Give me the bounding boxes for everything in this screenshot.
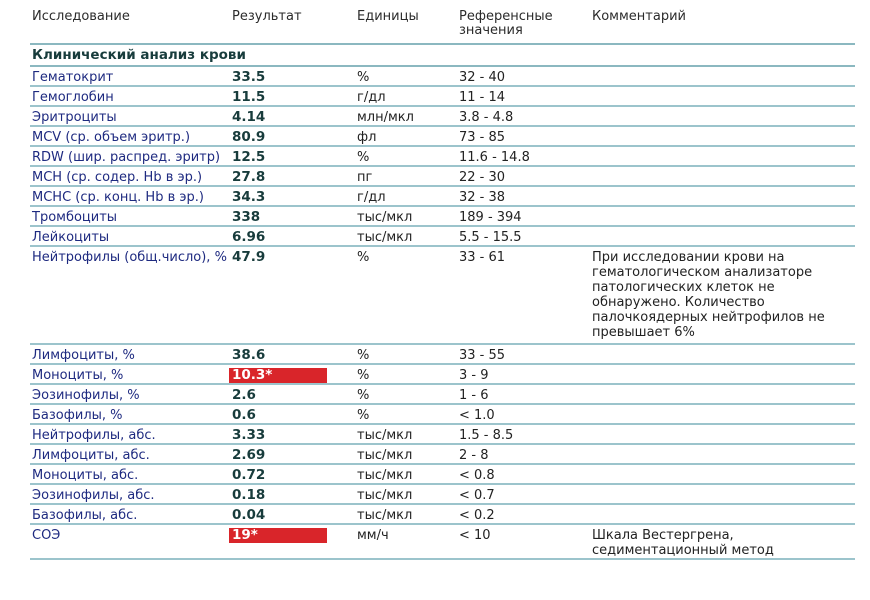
test-name: Базофилы, абс. bbox=[32, 508, 138, 523]
result-value: 33.5 bbox=[232, 69, 266, 85]
result-value: 2.6 bbox=[232, 387, 256, 403]
test-name: Эозинофилы, % bbox=[32, 388, 140, 403]
test-name: Базофилы, % bbox=[32, 408, 123, 423]
reference-range: 3.8 - 4.8 bbox=[459, 110, 514, 125]
units: % bbox=[357, 250, 370, 265]
reference-range: 33 - 61 bbox=[459, 250, 506, 265]
reference-range: < 0.2 bbox=[459, 508, 495, 523]
units: г/дл bbox=[357, 190, 386, 205]
comment bbox=[592, 388, 855, 403]
reference-range: < 10 bbox=[459, 528, 491, 543]
units: % bbox=[357, 408, 370, 423]
test-name: Нейтрофилы (общ.число), % bbox=[32, 250, 227, 265]
units: % bbox=[357, 348, 370, 363]
result-value: 0.18 bbox=[232, 487, 266, 503]
result-value: 6.96 bbox=[232, 229, 266, 245]
result-value: 2.69 bbox=[232, 447, 266, 463]
comment bbox=[592, 230, 855, 245]
table-row bbox=[30, 167, 855, 187]
comment bbox=[592, 110, 855, 125]
result-value: 4.14 bbox=[232, 109, 266, 125]
test-name: MCV (ср. объем эритр.) bbox=[32, 130, 191, 145]
comment: При исследовании крови на гематологическом анализаторе патологических клеток не обнаружено. Количество палочкоядерных нейтрофилов не превышает 6% bbox=[592, 250, 825, 340]
units: тыс/мкл bbox=[357, 508, 413, 523]
units: фл bbox=[357, 130, 377, 145]
test-name: RDW (шир. распред. эритр) bbox=[32, 150, 221, 165]
result-value: 34.3 bbox=[232, 189, 266, 205]
reference-range: 5.5 - 15.5 bbox=[459, 230, 522, 245]
reference-range: 11 - 14 bbox=[459, 90, 506, 105]
col-header-test: Исследование bbox=[32, 9, 130, 24]
test-name: СОЭ bbox=[32, 528, 61, 543]
table-row bbox=[30, 385, 855, 405]
comment bbox=[592, 130, 855, 145]
test-name: MCH (ср. содер. Hb в эр.) bbox=[32, 170, 203, 185]
result-value: 38.6 bbox=[232, 347, 266, 363]
units: мм/ч bbox=[357, 528, 389, 543]
reference-range: 11.6 - 14.8 bbox=[459, 150, 530, 165]
test-name: Лимфоциты, % bbox=[32, 348, 135, 363]
reference-range: 33 - 55 bbox=[459, 348, 506, 363]
comment bbox=[592, 70, 855, 85]
reference-range: 32 - 38 bbox=[459, 190, 506, 205]
comment bbox=[592, 488, 855, 503]
reference-range: 189 - 394 bbox=[459, 210, 522, 225]
test-name: Нейтрофилы, абс. bbox=[32, 428, 156, 443]
units: % bbox=[357, 388, 370, 403]
test-name: Гематокрит bbox=[32, 70, 114, 85]
units: тыс/мкл bbox=[357, 210, 413, 225]
table-row bbox=[30, 207, 855, 227]
lab-results-table bbox=[30, 0, 855, 560]
comment bbox=[592, 348, 855, 363]
test-name: Тромбоциты bbox=[32, 210, 118, 225]
result-value: 47.9 bbox=[232, 249, 266, 265]
test-name: MCHC (ср. конц. Hb в эр.) bbox=[32, 190, 204, 205]
reference-range: 73 - 85 bbox=[459, 130, 506, 145]
test-name: Моноциты, абс. bbox=[32, 468, 139, 483]
units: % bbox=[357, 70, 370, 85]
units: тыс/мкл bbox=[357, 230, 413, 245]
reference-range: 1 - 6 bbox=[459, 388, 489, 403]
comment bbox=[592, 190, 855, 205]
table-row bbox=[30, 187, 855, 207]
units: тыс/мкл bbox=[357, 448, 413, 463]
reference-range: 3 - 9 bbox=[459, 368, 489, 383]
comment bbox=[592, 468, 855, 483]
reference-range: < 0.8 bbox=[459, 468, 495, 483]
comment bbox=[592, 170, 855, 185]
table-row bbox=[30, 247, 855, 345]
test-name: Лейкоциты bbox=[32, 230, 110, 245]
result-value: 0.72 bbox=[232, 467, 266, 483]
result-value: 80.9 bbox=[232, 129, 266, 145]
test-name: Гемоглобин bbox=[32, 90, 114, 105]
result-value: 27.8 bbox=[232, 169, 266, 185]
table-row bbox=[30, 485, 855, 505]
table-row bbox=[30, 227, 855, 247]
units: тыс/мкл bbox=[357, 488, 413, 503]
units: г/дл bbox=[357, 90, 386, 105]
reference-range: < 1.0 bbox=[459, 408, 495, 423]
comment bbox=[592, 150, 855, 165]
table-row bbox=[30, 67, 855, 87]
col-header-comment: Комментарий bbox=[592, 9, 686, 24]
col-header-units: Единицы bbox=[357, 9, 419, 24]
abnormal-result-flag: 19* bbox=[229, 528, 327, 543]
table-row bbox=[30, 465, 855, 485]
col-header-reference: Референсные значения bbox=[459, 9, 553, 38]
result-value bbox=[232, 528, 357, 558]
table-row bbox=[30, 107, 855, 127]
abnormal-result-flag: 10.3* bbox=[229, 368, 327, 383]
table-row bbox=[30, 505, 855, 525]
reference-range: 32 - 40 bbox=[459, 70, 506, 85]
comment bbox=[592, 210, 855, 225]
result-value bbox=[232, 368, 357, 383]
comment bbox=[592, 428, 855, 443]
units: млн/мкл bbox=[357, 110, 414, 125]
table-header bbox=[30, 0, 855, 45]
units: тыс/мкл bbox=[357, 428, 413, 443]
result-value: 0.6 bbox=[232, 407, 256, 423]
units: тыс/мкл bbox=[357, 468, 413, 483]
comment bbox=[592, 448, 855, 463]
result-value: 0.04 bbox=[232, 507, 266, 523]
table-row bbox=[30, 147, 855, 167]
table-row bbox=[30, 405, 855, 425]
test-name: Лимфоциты, абс. bbox=[32, 448, 150, 463]
table-row bbox=[30, 127, 855, 147]
comment bbox=[592, 90, 855, 105]
result-value: 11.5 bbox=[232, 89, 266, 105]
test-name: Моноциты, % bbox=[32, 368, 124, 383]
table-row bbox=[30, 365, 855, 385]
reference-range: 1.5 - 8.5 bbox=[459, 428, 514, 443]
reference-range: < 0.7 bbox=[459, 488, 495, 503]
units: % bbox=[357, 368, 370, 383]
result-value: 12.5 bbox=[232, 149, 266, 165]
comment bbox=[592, 368, 855, 383]
units: % bbox=[357, 150, 370, 165]
table-row bbox=[30, 425, 855, 445]
result-value: 338 bbox=[232, 209, 261, 225]
units: пг bbox=[357, 170, 373, 185]
table-row bbox=[30, 445, 855, 465]
test-name: Эозинофилы, абс. bbox=[32, 488, 155, 503]
comment bbox=[592, 408, 855, 423]
table-row bbox=[30, 525, 855, 560]
comment bbox=[592, 508, 855, 523]
table-row bbox=[30, 87, 855, 107]
reference-range: 2 - 8 bbox=[459, 448, 489, 463]
result-value: 3.33 bbox=[232, 427, 266, 443]
section-title: Клинический анализ крови bbox=[30, 45, 855, 67]
comment: Шкала Вестергрена, седиментационный метод bbox=[592, 528, 774, 558]
reference-range: 22 - 30 bbox=[459, 170, 506, 185]
test-name: Эритроциты bbox=[32, 110, 117, 125]
table-row bbox=[30, 345, 855, 365]
col-header-result: Результат bbox=[232, 9, 302, 24]
